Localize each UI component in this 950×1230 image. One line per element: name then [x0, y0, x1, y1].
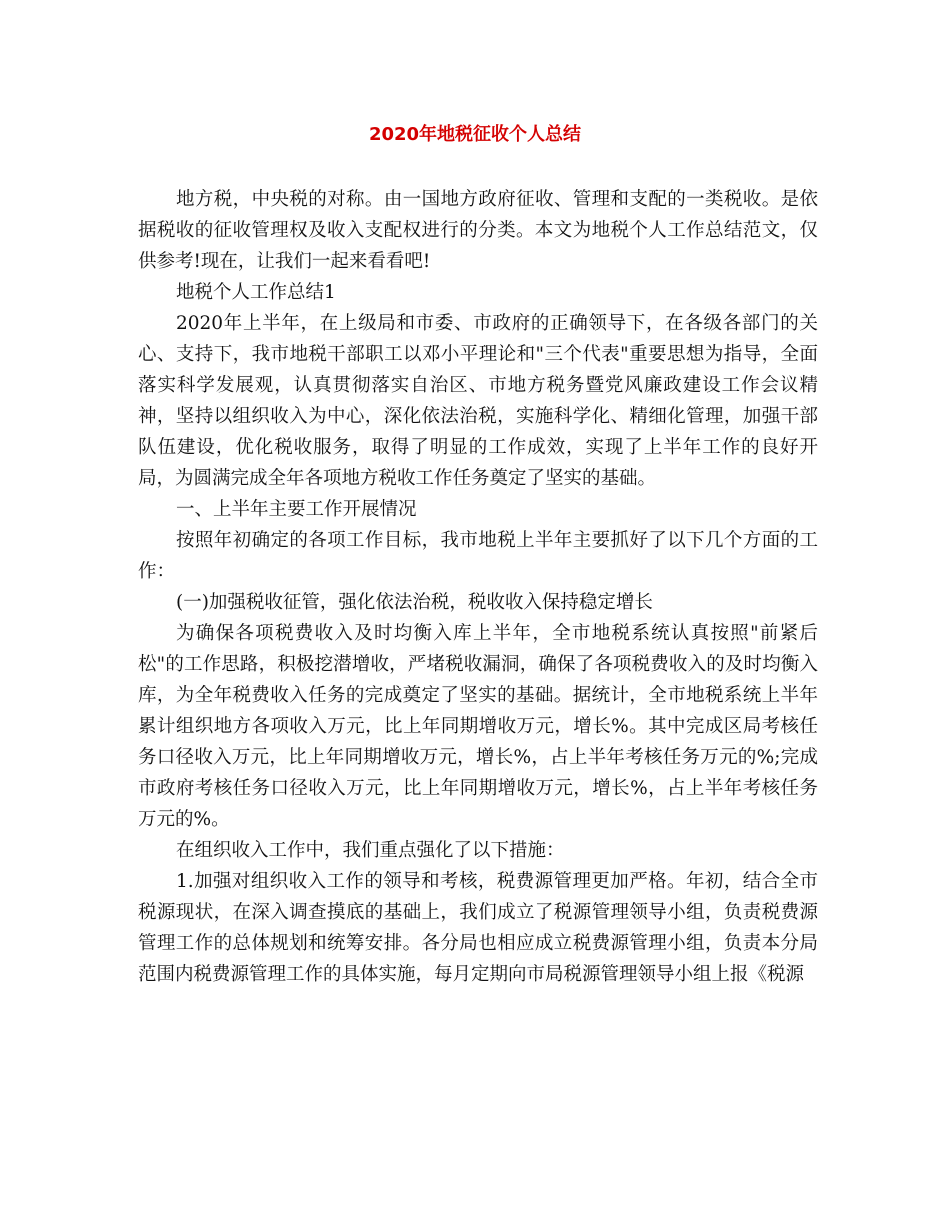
- paragraph-intro: 地方税，中央税的对称。由一国地方政府征收、管理和支配的一类税收。是依据税收的征收管理权及收入支配权进行的分类。本文为地税个人工作总结范文，仅供参考!现在，让我们一起来看看吧!: [138, 189, 818, 272]
- paragraph-work-goals: 按照年初确定的各项工作目标，我市地税上半年主要抓好了以下几个方面的工作：: [138, 530, 818, 582]
- paragraph-revenue: 为确保各项税费收入及时均衡入库上半年，全市地税系统认真按照"前紧后松"的工作思路，积极挖潜增收，严堵税收漏洞，确保了各项税费收入的及时均衡入库，为全年税费收入任务的完成奠定了坚实的基础。据统计，全市地税系统上半年累计组织地方各项收入万元，比上年同期增收万元，增长%。其中完成区局考核任务口径收入万元，比上年同期增收万元，增长%，占上半年考核任务万元的%;完成市政府考核任务口径收入万元，比上年同期增收万元，增长%，占上半年考核任务万元的%。: [138, 623, 818, 830]
- paragraph-measures-intro: 在组织收入工作中，我们重点强化了以下措施：: [176, 840, 565, 861]
- document-title: 2020年地税征收个人总结: [368, 124, 582, 145]
- paragraph-measure-1: 1.加强对组织收入工作的领导和考核，税费源管理更加严格。年初，结合全市税源现状，在深入调查摸底的基础上，我们成立了税源管理领导小组，负责税费源管理工作的总体规划和统筹安排。各分局也相应成立税费源管理小组，负责本分局范围内税费源管理工作的具体实施，每月定期向市局税源管理领导小组上报《税源: [138, 871, 818, 985]
- section-heading-summary-1: 地税个人工作总结1: [176, 282, 336, 303]
- paragraph-overview: 2020年上半年，在上级局和市委、市政府的正确领导下，在各级各部门的关心、支持下，我市地税干部职工以邓小平理论和"三个代表"重要思想为指导，全面落实科学发展观，认真贯彻落实自治区、市地方税务暨党风廉政建设工作会议精神，坚持以组织收入为中心，深化依法治税，实施科学化、精细化管理，加强干部队伍建设，优化税收服务，取得了明显的工作成效，实现了上半年工作的良好开局，为圆满完成全年各项地方税收工作任务奠定了坚实的基础。: [138, 313, 818, 489]
- section-heading-part-1: 一、上半年主要工作开展情况: [176, 499, 417, 520]
- subsection-heading-1: (一)加强税收征管，强化依法治税，税收收入保持稳定增长: [176, 592, 653, 613]
- document-body: [138, 184, 818, 990]
